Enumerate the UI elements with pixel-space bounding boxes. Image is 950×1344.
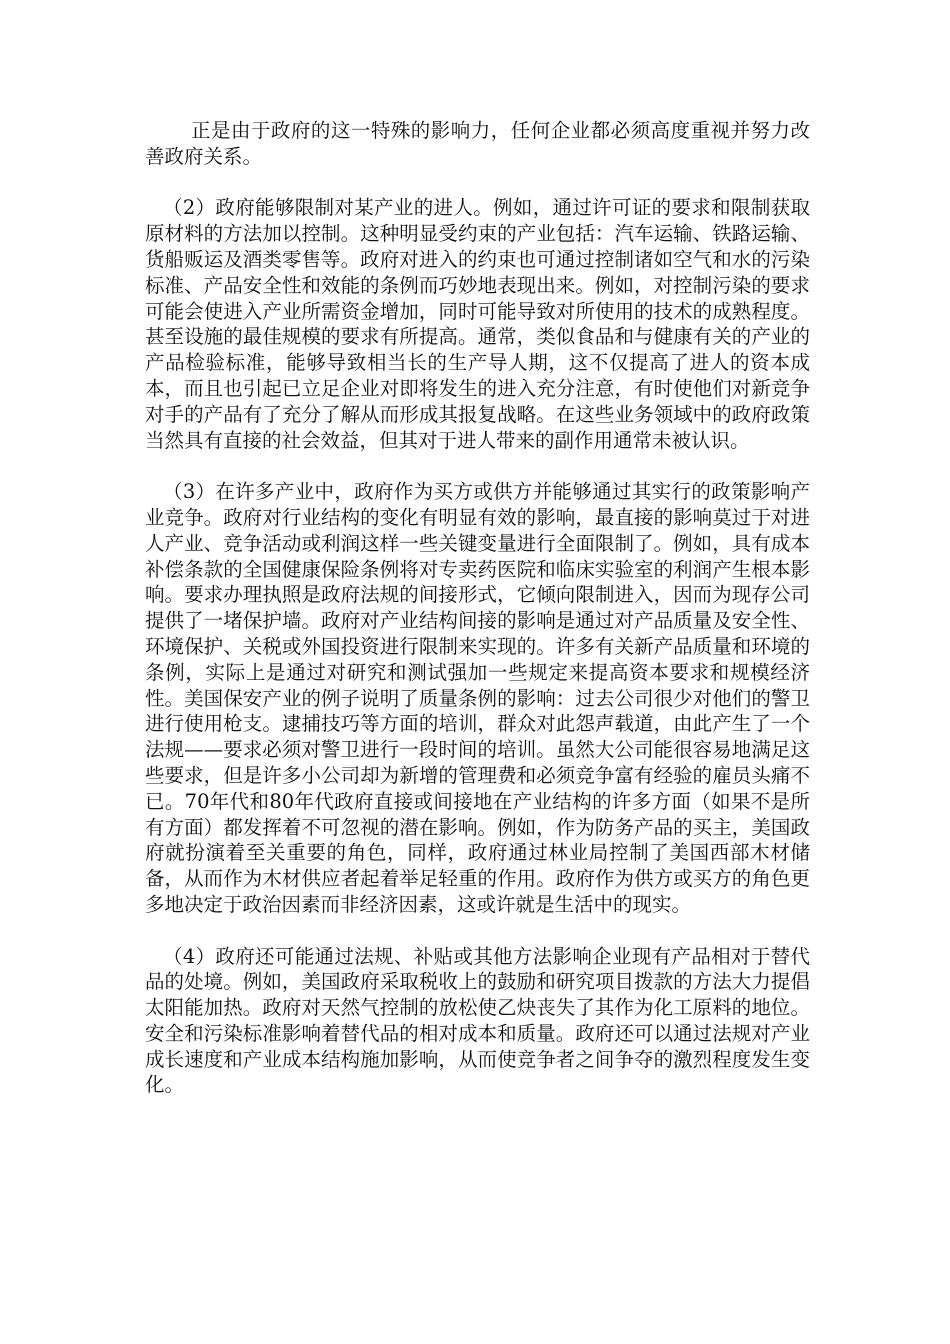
- paragraph-point-3: （3）在许多产业中，政府作为买方或供方并能够通过其实行的政策影响产业竞争。政府对行业结构的变化有明显有效的影响，最直接的影响莫过于对进人产业、竞争活动或利润这样一些关键变量进行全面限制了。例如，具有成本补偿条款的全国健康保险条例将对专卖药医院和临床实验室的利润产生根本影响。要求办理执照是政府法规的间接形式，它倾向限制进入，因而为现存公司提供了一堵保护墙。政府对产业结构间接的影响是通过对产品质量及安全性、环境保护、关税或外国投资进行限制来实现的。许多有关新产品质量和环境的条例，实际上是通过对研究和测试强加一些规定来提高资本要求和规模经济性。美国保安产业的例子说明了质量条例的影响：过去公司很少对他们的警卫进行使用枪支。逮捕技巧等方面的培训，群众对此怨声载道，由此产生了一个法规——要求必须对警卫进行一段时间的培训。虽然大公司能很容易地满足这些要求，但是许多小公司却为新增的管理费和必须竞争富有经验的雇员头痛不已。70年代和80年代政府直接或间接地在产业结构的许多方面（如果不是所有方面）都发挥着不可忽视的潜在影响。例如，作为防务产品的买主，美国政府就扮演着至关重要的角色，同样，政府通过林业局控制了美国西部木材储备，从而作为木材供应者起着举足轻重的作用。政府作为供方或买方的角色更多地决定于政治因素而非经济因素，这或许就是生活中的现实。: [145, 480, 810, 916]
- paragraph-point-2: （2）政府能够限制对某产业的进人。例如，通过许可证的要求和限制获取原材料的方法加以控制。这种明显受约束的产业包括：汽车运输、铁路运输、货船贩运及酒类零售等。政府对进入的约束也可通过控制诸如空气和水的污染标准、产品安全性和效能的条例而巧妙地表现出来。例如，对控制污染的要求可能会使进入产业所需资金增加，同时可能导致对所使用的技术的成熟程度。甚至设施的最佳规模的要求有所提高。通常，类似食品和与健康有关的产业的产品检验标准，能够导致相当长的生产导人期，这不仅提高了进人的资本成本，而且也引起已立足企业对即将发生的进入充分注意，有时使他们对新竞争对手的产品有了充分了解从而形成其报复战略。在这些业务领域中的政府政策当然具有直接的社会效益，但其对于进人带来的副作用通常未被认识。: [145, 196, 810, 452]
- paragraph-point-4: （4）政府还可能通过法规、补贴或其他方法影响企业现有产品相对于替代品的处境。例如，美国政府采取税收上的鼓励和研究项目拨款的方法大力提倡太阳能加热。政府对天然气控制的放松使乙炔丧失了其作为化工原料的地位。安全和污染标准影响着替代品的相对成本和质量。政府还可以通过法规对产业成长速度和产业成本结构施加影响，从而使竞争者之间争夺的激烈程度发生变化。: [145, 944, 810, 1097]
- paragraph-intro: 正是由于政府的这一特殊的影响力，任何企业都必须高度重视并努力改善政府关系。: [145, 119, 810, 168]
- document-page: [145, 118, 810, 1124]
